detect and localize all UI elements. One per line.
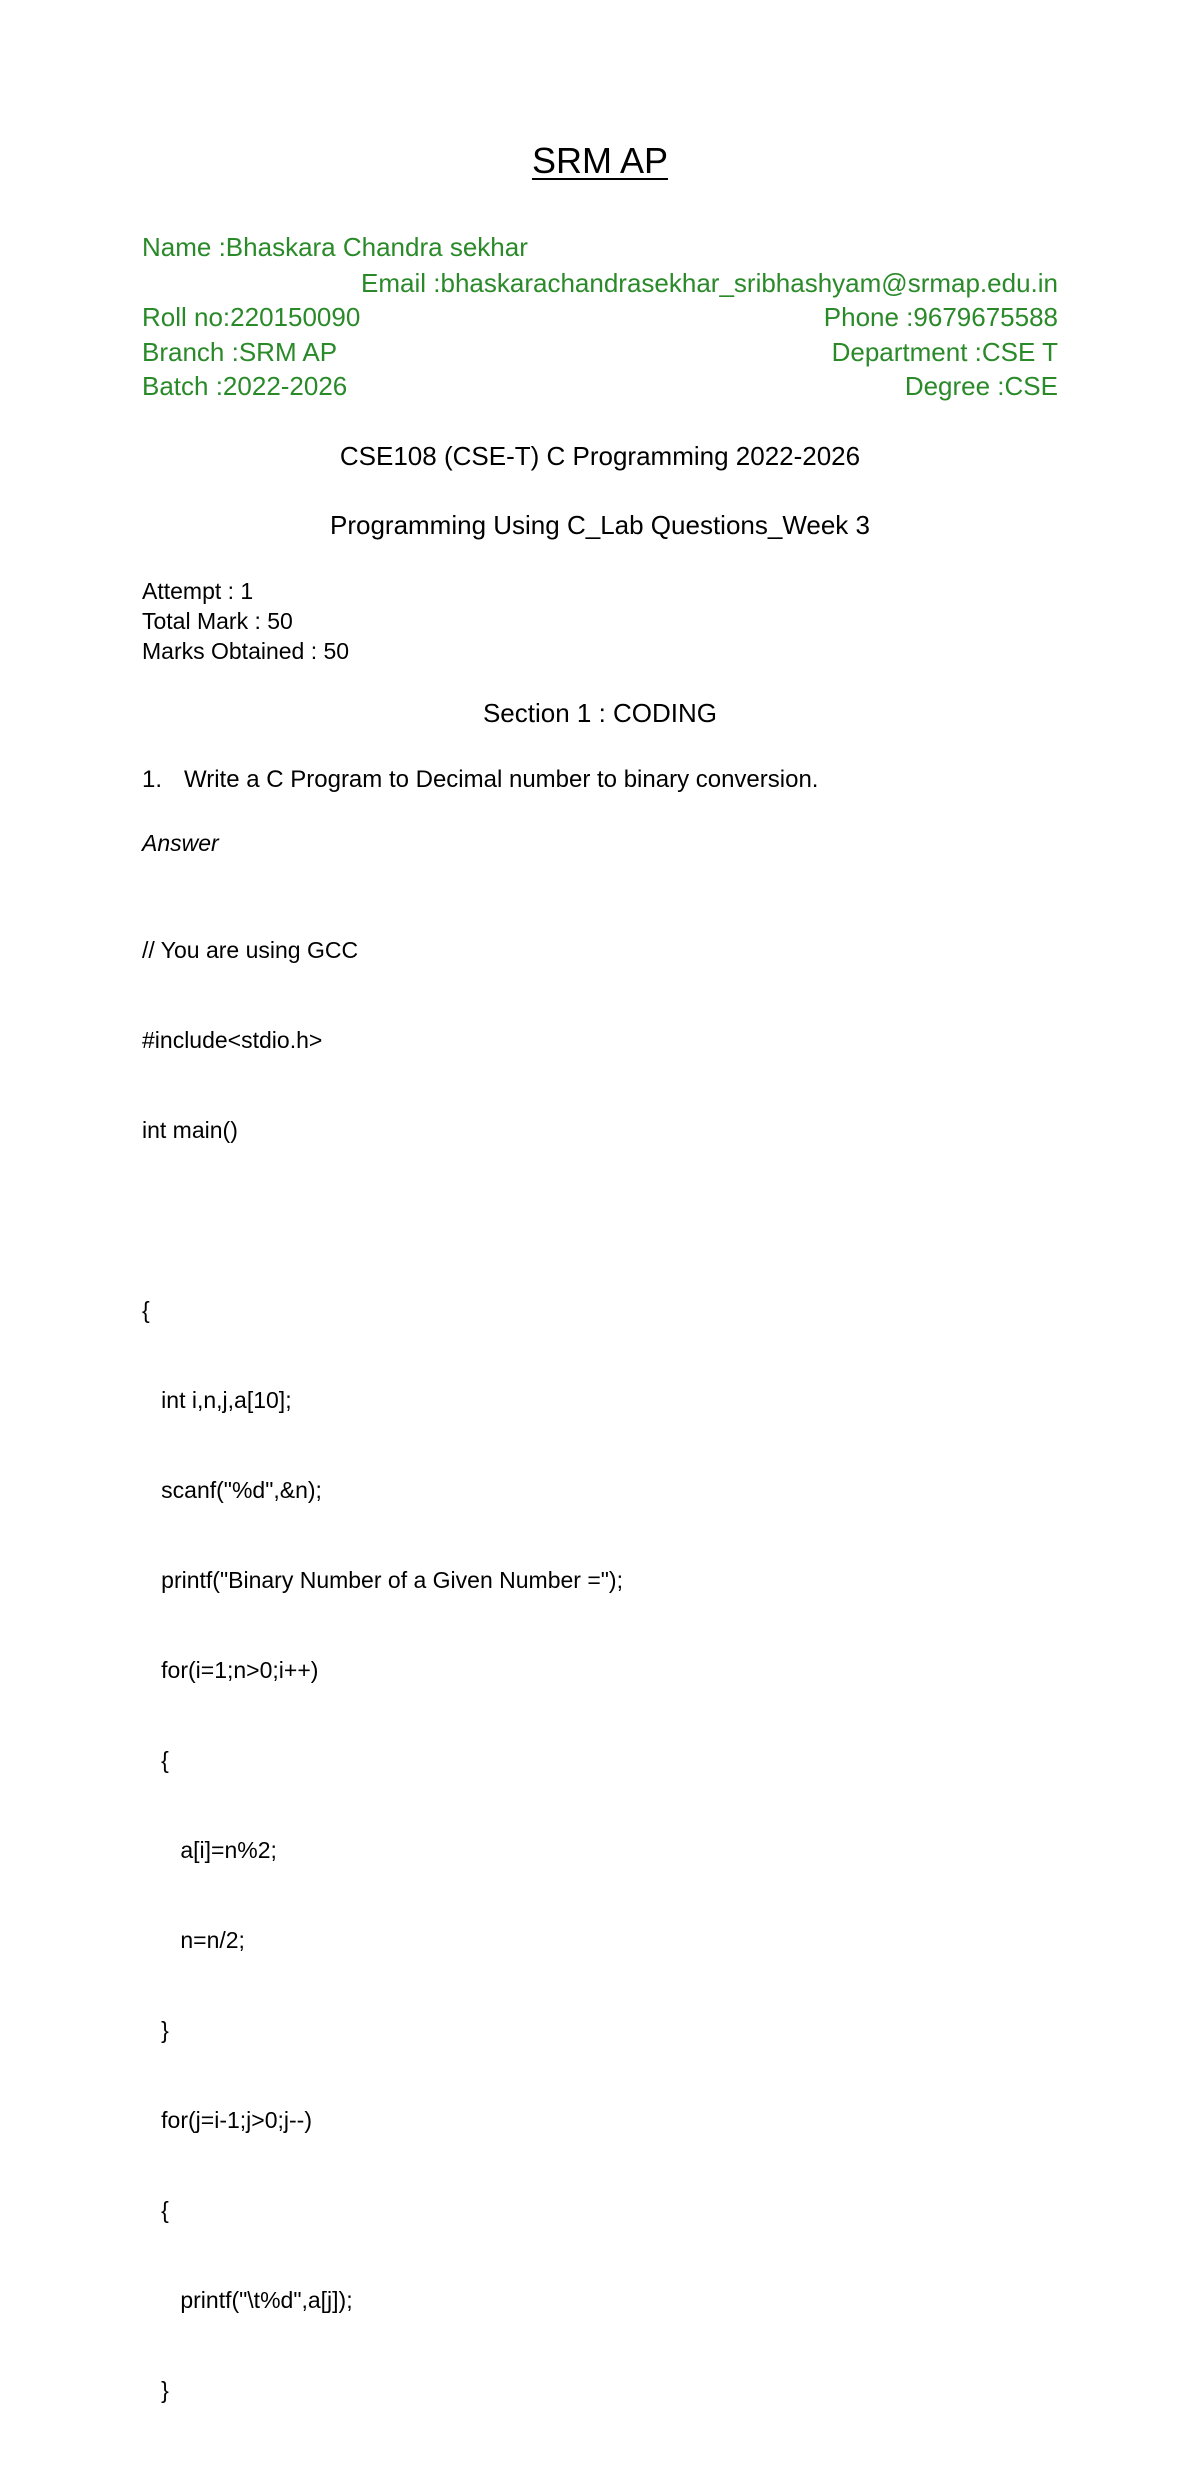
roll-phone-row — [142, 302, 1058, 336]
branch-department-row — [142, 337, 1058, 371]
section-title: Section 1 : CODING — [482, 698, 718, 728]
code-line: printf("\t%d",a[j]); — [142, 2287, 353, 2313]
page-title: SRM AP — [531, 140, 669, 181]
course-subtitle: Programming Using C_Lab Questions_Week 3 — [329, 510, 870, 540]
marks-obtained: Marks Obtained : 50 — [142, 638, 350, 664]
question-number: 1. — [142, 766, 163, 793]
student-department: Department :CSE T — [831, 337, 1058, 367]
student-name: Name :Bhaskara Chandra sekhar — [142, 232, 528, 262]
code-line: } — [142, 2017, 169, 2043]
email-row — [142, 268, 1058, 302]
code-line: scanf("%d",&n); — [142, 1477, 322, 1503]
code-line: { — [142, 2197, 169, 2223]
course-title: CSE108 (CSE-T) C Programming 2022-2026 — [339, 441, 861, 471]
code-line: for(j=i-1;j>0;j--) — [142, 2107, 312, 2133]
code-line: // You are using GCC — [142, 937, 359, 963]
student-email: Email :bhaskarachandrasekhar_sribhashyam@srmap.edu.in — [361, 268, 1058, 298]
question-item — [142, 766, 818, 794]
code-line: for(i=1;n>0;i++) — [142, 1657, 319, 1683]
code-line: printf("Binary Number of a Given Number ="); — [142, 1567, 623, 1593]
code-line: { — [142, 1297, 150, 1323]
question-text: Write a C Program to Decimal number to binary conversion. — [184, 766, 819, 793]
name-row — [142, 232, 1058, 266]
code-line: a[i]=n%2; — [142, 1837, 277, 1863]
code-line: #include<stdio.h> — [142, 1027, 323, 1053]
code-line: int i,n,j,a[10]; — [142, 1387, 292, 1413]
answer-label: Answer — [142, 830, 219, 856]
code-line: { — [142, 1747, 169, 1773]
code-line — [142, 1205, 623, 1235]
student-branch: Branch :SRM AP — [142, 337, 338, 367]
student-batch: Batch :2022-2026 — [142, 371, 348, 401]
code-line: n=n/2; — [142, 1927, 245, 1953]
student-degree: Degree :CSE — [904, 371, 1058, 401]
student-phone: Phone :9679675588 — [823, 302, 1058, 332]
student-roll: Roll no:220150090 — [142, 302, 361, 332]
code-block — [142, 875, 623, 2465]
total-mark: Total Mark : 50 — [142, 608, 293, 634]
code-line: int main() — [142, 1117, 238, 1143]
attempt-count: Attempt : 1 — [142, 578, 254, 604]
code-line: } — [142, 2377, 169, 2403]
batch-degree-row — [142, 371, 1058, 405]
